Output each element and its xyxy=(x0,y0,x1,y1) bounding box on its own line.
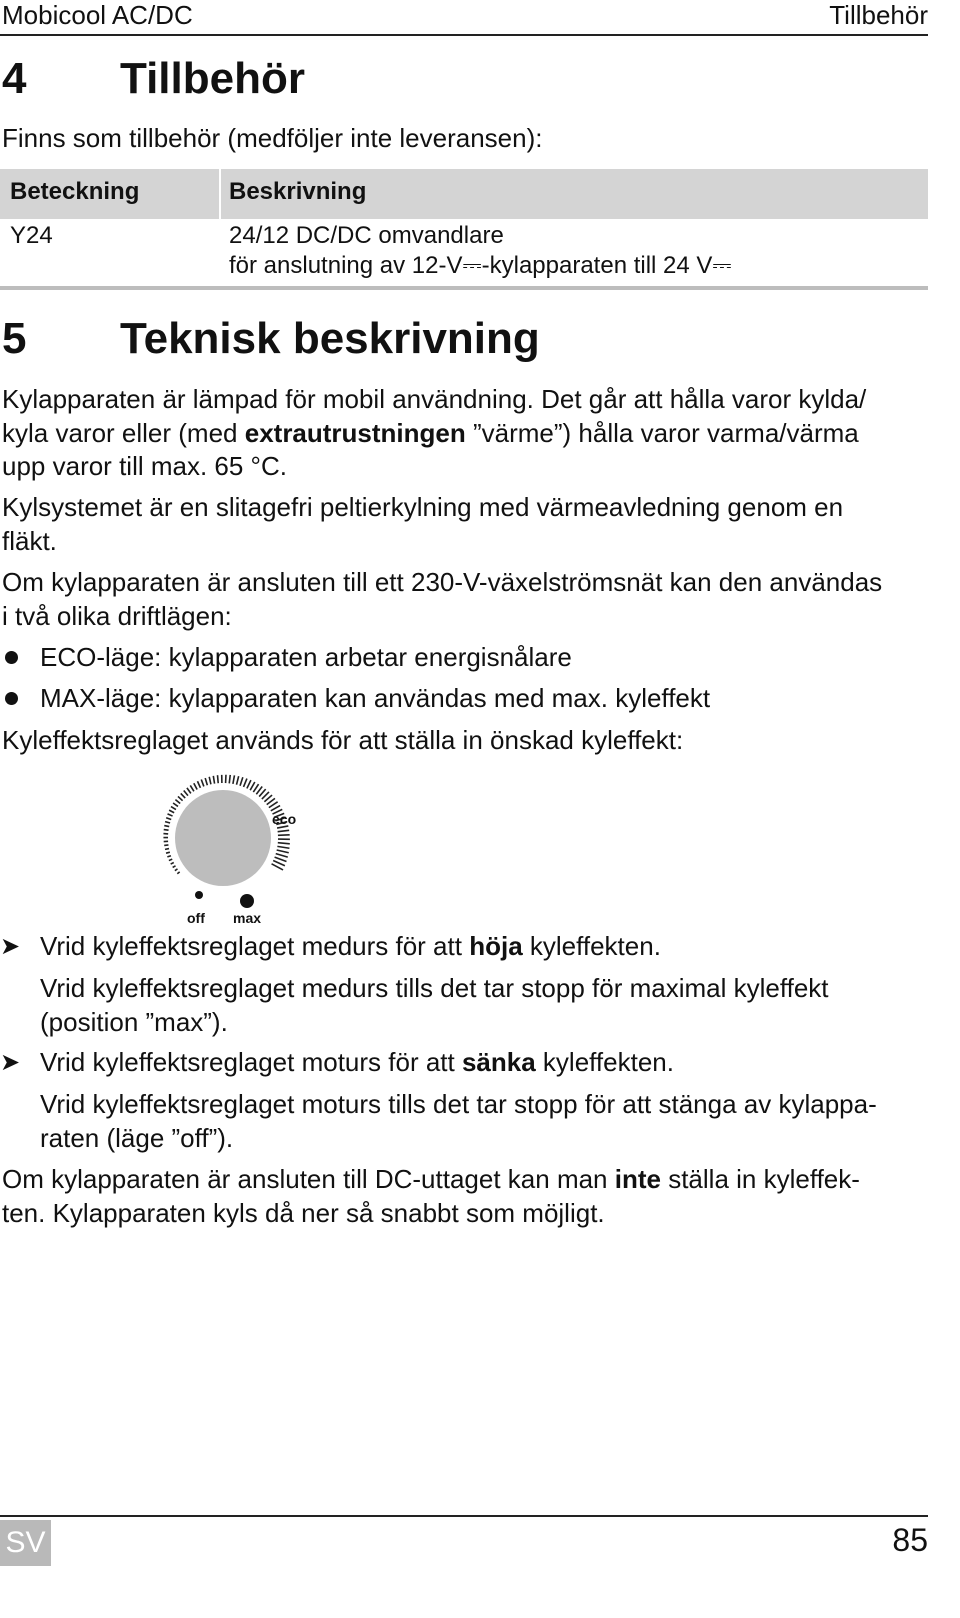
page-number: 85 xyxy=(892,1522,928,1558)
dial-tick xyxy=(194,783,197,789)
dial-tick xyxy=(171,807,176,810)
dial-tick xyxy=(190,785,194,791)
paragraph-5 xyxy=(2,1163,922,1230)
dial-tick xyxy=(275,857,287,861)
dial-tick xyxy=(164,830,169,831)
p1-text-end: ”värme”) hålla varor varma/värma xyxy=(465,417,859,448)
dial-label-off: off xyxy=(187,910,205,926)
step-1 xyxy=(40,930,930,964)
dial-tick xyxy=(173,866,176,868)
dial-tick xyxy=(197,781,200,788)
dial-tick xyxy=(168,814,173,816)
p5-text: Om kylapparaten är ansluten till DC-uttaget kan man xyxy=(2,1164,615,1194)
header-rule xyxy=(0,34,928,36)
header-section-name: Tillbehör xyxy=(829,0,928,30)
dial-tick xyxy=(218,775,219,783)
dial-tick xyxy=(201,780,204,787)
dial-label-eco: eco xyxy=(272,811,297,827)
dial-tick xyxy=(278,830,290,831)
dial-tick xyxy=(187,788,191,793)
dial-tick xyxy=(165,849,169,850)
paragraph-2-line-1: Kylsystemet är en slitagefri peltierkylning med värmeavledning genom en xyxy=(2,492,844,522)
section-5-number: 5 xyxy=(2,314,27,363)
language-badge: SV xyxy=(0,1520,51,1566)
paragraph-2-line-2: fläkt. xyxy=(2,525,57,556)
table-cell-code: Y24 xyxy=(10,222,53,249)
step-2-bold: sänka xyxy=(461,1047,536,1077)
dial-tick xyxy=(276,854,288,858)
paragraph-3 xyxy=(2,566,922,633)
bullet-icon xyxy=(5,651,18,664)
dial-tick xyxy=(167,856,171,857)
dial-tick xyxy=(209,777,211,784)
dial-tick xyxy=(166,852,170,853)
table-bottom-rule xyxy=(0,286,928,290)
step-1-note-line-1: Vrid kyleffektsreglaget medurs tills det tar stopp för maximal kyleffekt xyxy=(40,973,829,1003)
dial-off-dot xyxy=(195,891,203,899)
step-2-note-line-2: raten (läge ”off”). xyxy=(40,1122,234,1153)
table-cell-desc-line2: för anslutning av 12-V⎓-kylapparaten till 24 V⎓ xyxy=(229,252,732,279)
step-1-text-end: kyleffekten. xyxy=(522,931,661,961)
step-2-text: Vrid kyleffektsreglaget moturs för att xyxy=(40,1047,462,1077)
footer-rule xyxy=(0,1515,928,1517)
dial-tick xyxy=(175,800,180,804)
p5-bold: inte xyxy=(614,1164,661,1194)
dial-tick xyxy=(244,779,247,787)
bullet-icon xyxy=(5,692,18,705)
dial-tick xyxy=(277,846,289,848)
dial-tick xyxy=(164,826,169,827)
paragraph-1 xyxy=(2,383,922,484)
dial-tick xyxy=(247,780,251,788)
header-product-name: Mobicool AC/DC xyxy=(2,0,193,30)
paragraph-3-line-1: Om kylapparaten är ansluten till ett 230-V-växelströmsnät kan den användas xyxy=(2,567,883,597)
section-4-number: 4 xyxy=(2,54,27,103)
paragraph-5-line-1 xyxy=(2,1163,922,1197)
section-5-title: Teknisk beskrivning xyxy=(120,314,540,363)
step-2-note xyxy=(40,1088,930,1155)
step-1-note-line-2: (position ”max”). xyxy=(40,1006,228,1037)
dial-tick xyxy=(250,782,255,790)
step-arrow-icon: ➤ xyxy=(0,1049,21,1076)
dial-tick xyxy=(277,850,289,853)
paragraph-1-line-2 xyxy=(2,417,922,451)
dial-tick xyxy=(165,822,170,823)
section-4-intro: Finns som tillbehör (medföljer inte leveransen): xyxy=(2,123,543,153)
dial-label-max: max xyxy=(233,910,262,926)
step-2 xyxy=(40,1046,930,1080)
dial-knob xyxy=(175,790,271,886)
dial-tick xyxy=(237,776,239,785)
dial-max-dot xyxy=(240,894,254,908)
dial-tick xyxy=(181,793,185,798)
table-header-description: Beskrivning xyxy=(229,178,367,205)
paragraph-5-line-2: ten. Kylapparaten kyls då ner så snabbt som möjligt. xyxy=(2,1197,605,1228)
bullet-eco: ECO-läge: kylapparaten arbetar energisnålare xyxy=(40,642,572,672)
cooling-dial-figure xyxy=(150,768,320,930)
paragraph-3-line-2: i två olika driftlägen: xyxy=(2,600,232,631)
table-cell-desc-line1: 24/12 DC/DC omvandlare xyxy=(229,222,504,249)
p5-text-end: ställa in kyleffek- xyxy=(660,1164,860,1194)
dial-tick xyxy=(213,776,214,784)
dial-tick xyxy=(177,872,179,874)
paragraph-1-line-3: upp varor till max. 65 °C. xyxy=(2,451,287,481)
dial-tick xyxy=(164,845,168,846)
dial-tick xyxy=(169,810,174,813)
step-1-note xyxy=(40,972,930,1039)
bullet-max: MAX-läge: kylapparaten kan användas med max. kyleffekt xyxy=(40,683,711,713)
dial-tick xyxy=(240,777,243,785)
step-1-bold: höja xyxy=(469,931,523,961)
dial-tick xyxy=(178,796,183,800)
dial-tick xyxy=(278,843,290,844)
section-4-title: Tillbehör xyxy=(120,54,305,103)
dial-tick xyxy=(171,863,174,865)
dial-tick xyxy=(205,778,207,785)
dial-tick xyxy=(229,775,230,783)
dial-tick xyxy=(184,791,188,796)
paragraph-2 xyxy=(2,491,922,558)
dial-tick xyxy=(169,859,172,860)
table-header-designation: Beteckning xyxy=(10,178,140,205)
dial-tick xyxy=(253,784,258,792)
step-2-text-end: kyleffekten. xyxy=(535,1047,674,1077)
p1-text: kyla varor eller (med xyxy=(2,417,245,448)
dial-tick xyxy=(233,775,235,783)
step-2-note-line-1: Vrid kyleffektsreglaget moturs tills det tar stopp för att stänga av kylappa- xyxy=(40,1089,877,1119)
dial-tick xyxy=(166,818,171,820)
dial-tick xyxy=(278,835,290,836)
dial-tick xyxy=(175,869,178,871)
paragraph-1-line-1: Kylapparaten är lämpad för mobil användning. Det går att hålla varor kylda/ xyxy=(2,384,867,414)
dial-tick xyxy=(173,803,178,806)
step-arrow-icon: ➤ xyxy=(0,933,21,960)
table-header-divider xyxy=(219,169,221,219)
p1-bold: extrautrustningen xyxy=(244,417,466,448)
paragraph-4: Kyleffektsreglaget används för att ställa in önskad kyleffekt: xyxy=(2,725,684,755)
step-1-text: Vrid kyleffektsreglaget medurs för att xyxy=(40,931,470,961)
